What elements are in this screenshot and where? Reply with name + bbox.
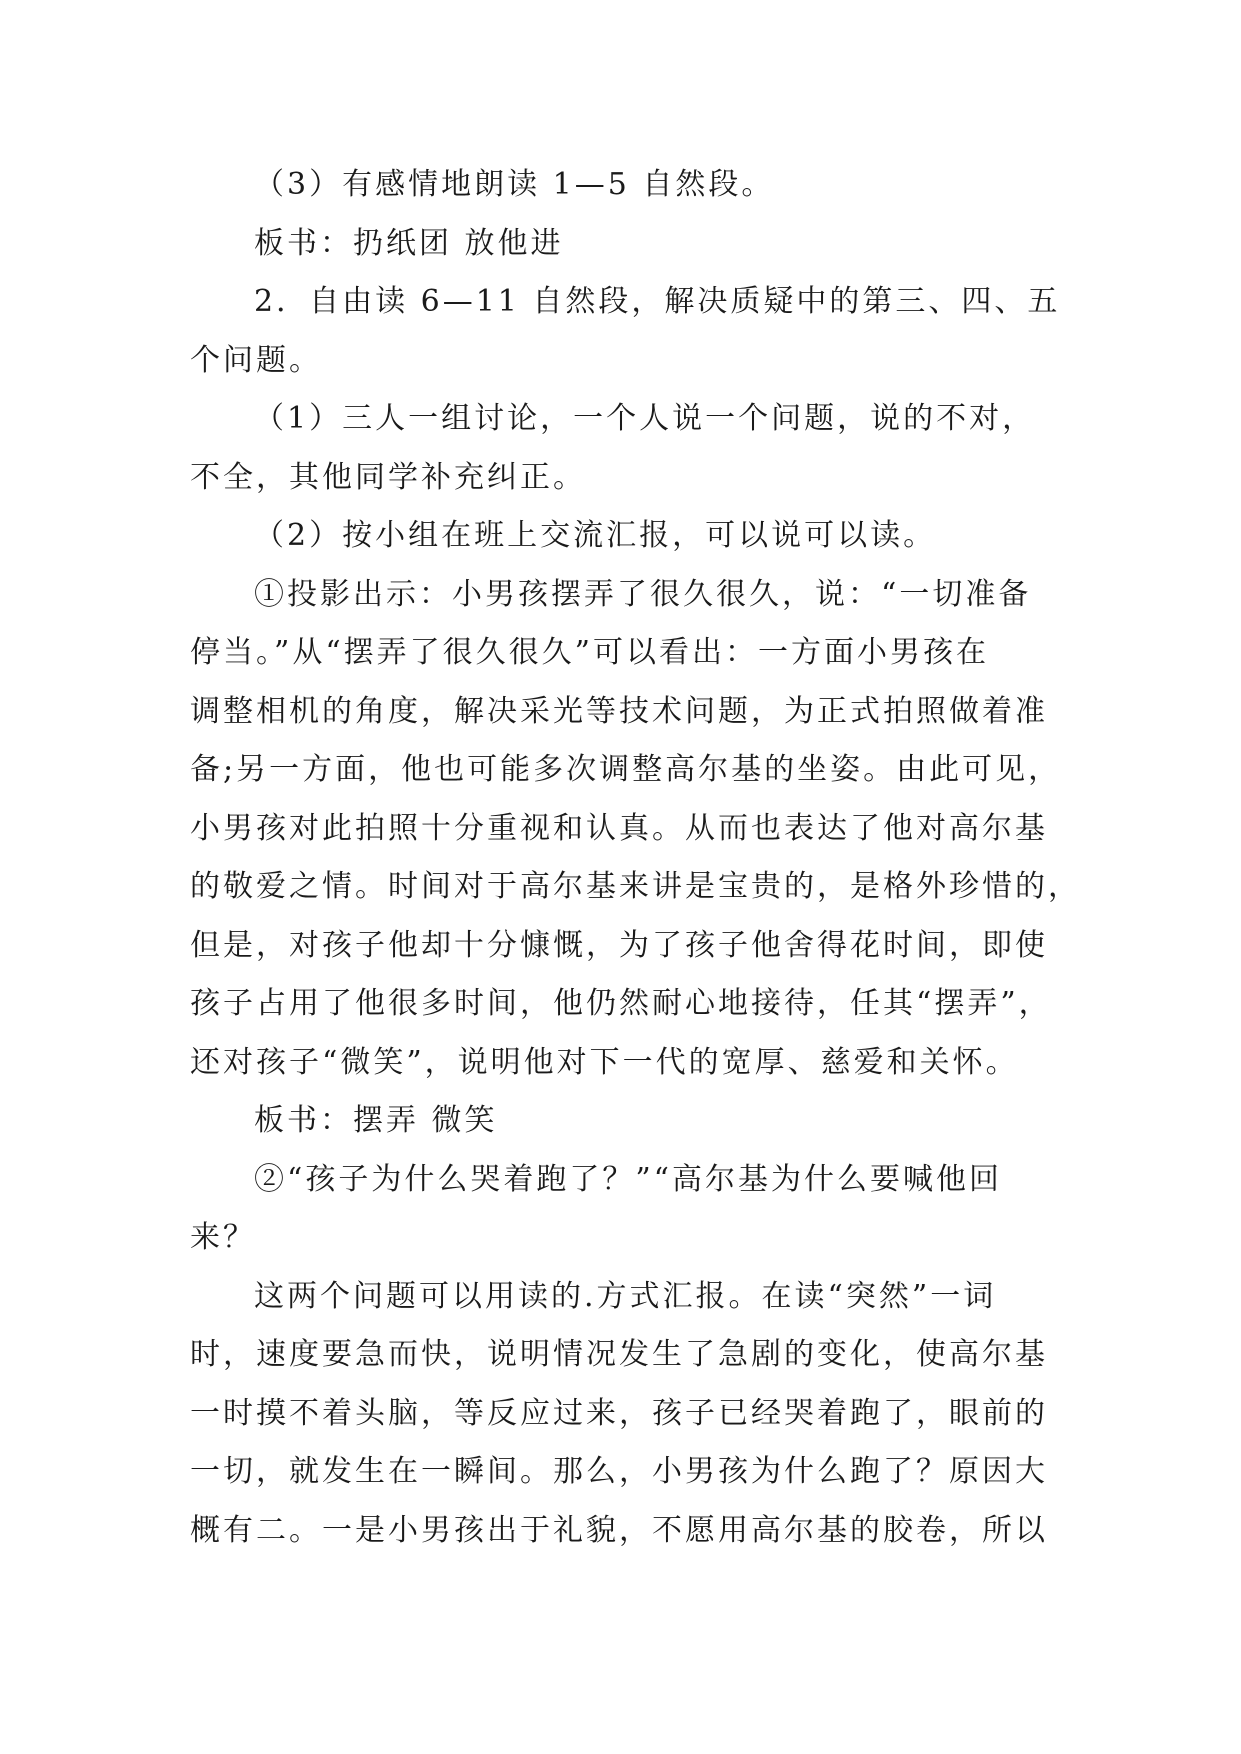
text-line: 2．自由读 6—11 自然段，解决质疑中的第三、四、五 (254, 284, 1061, 319)
text-line: 板书：摆弄 微笑 (254, 1103, 498, 1138)
text-line: 这两个问题可以用读的.方式汇报。在读“突然”一词 (254, 1278, 997, 1314)
text-line: 小男孩对此拍照十分重视和认真。从而也表达了他对高尔基 (190, 810, 1048, 846)
text-line: ①投影出示：小男孩摆弄了很久很久，说：“一切准备 (254, 576, 1032, 612)
text-line: 一时摸不着头脑，等反应过来，孩子已经哭着跑了，眼前的 (190, 1395, 1048, 1431)
body-text (190, 156, 1081, 1560)
text-line: （1）三人一组讨论，一个人说一个问题，说的不对， (254, 401, 1036, 436)
text-line: 但是，对孩子他却十分慷慨，为了孩子他舍得花时间，即使 (190, 927, 1048, 963)
text-line: 不全，其他同学补充纠正。 (190, 459, 586, 495)
text-line: 个问题。 (190, 342, 322, 378)
text-line: （3）有感情地朗读 1—5 自然段。 (254, 167, 775, 202)
text-line: （2）按小组在班上交流汇报，可以说可以读。 (254, 518, 937, 553)
text-line: 的敬爱之情。时间对于高尔基来讲是宝贵的，是格外珍惜的， (190, 869, 1081, 904)
text-line: 孩子占用了他很多时间，他仍然耐心地接待，任其“摆弄”， (190, 986, 1052, 1021)
text-line: 时，速度要急而快，说明情况发生了急剧的变化，使高尔基 (190, 1337, 1048, 1372)
text-line: 备;另一方面，他也可能多次调整高尔基的坐姿。由此可见， (190, 752, 1062, 787)
text-line: 来？ (190, 1220, 256, 1255)
text-line: 还对孩子“微笑”，说明他对下一代的宽厚、慈爱和关怀。 (190, 1044, 1019, 1080)
text-line: 板书：扔纸团 放他进 (254, 225, 564, 261)
text-line: ②“孩子为什么哭着跑了？”“高尔基为什么要喊他回 (254, 1161, 1003, 1197)
text-line: 概有二。一是小男孩出于礼貌，不愿用高尔基的胶卷，所以 (190, 1512, 1048, 1548)
text-line: 一切，就发生在一瞬间。那么，小男孩为什么跑了？原因大 (190, 1454, 1048, 1489)
text-line: 停当。”从“摆弄了很久很久”可以看出：一方面小男孩在 (190, 635, 990, 670)
text-line: 调整相机的角度，解决采光等技术问题，为正式拍照做着准 (190, 693, 1048, 729)
